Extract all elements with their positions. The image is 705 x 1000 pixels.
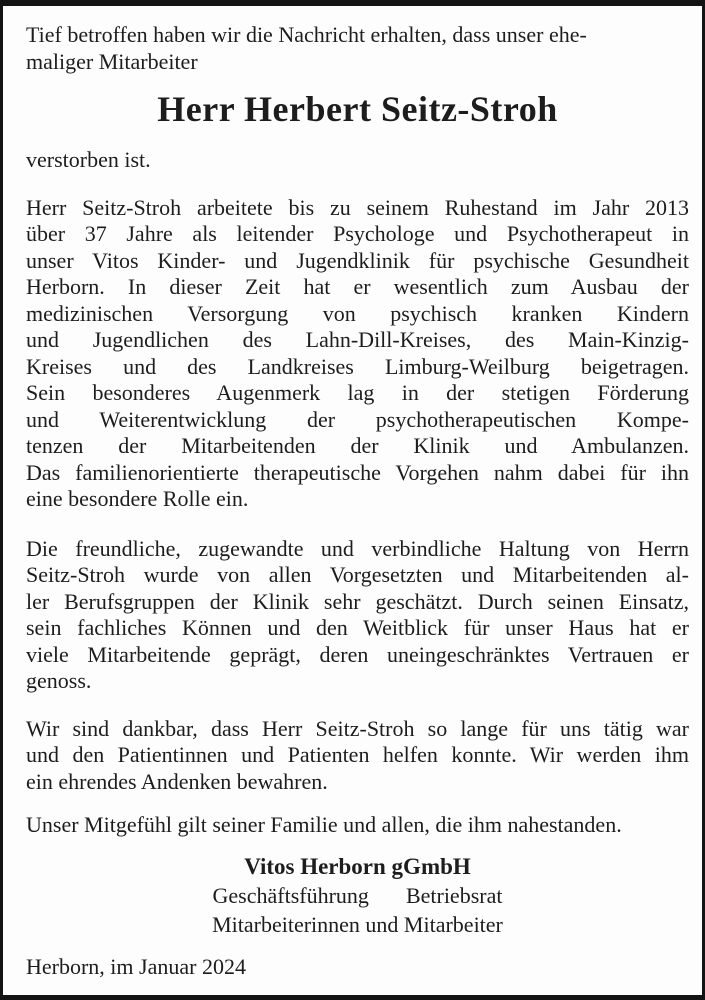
- text-line: unser Vitos Kinder- und Jugendklinik für psychische Gesundheit: [26, 247, 689, 273]
- text-line: Das familienorientierte therapeutische Vorgehen nahm dabei für ihn: [26, 459, 689, 485]
- text-line: Herborn. In dieser Zeit hat er wesentlich zum Ausbau der: [26, 274, 689, 299]
- text-line: viele Mitarbeitende geprägt, deren uneingeschränktes Vertrauen er: [26, 641, 689, 667]
- text-line: genoss.: [26, 668, 92, 693]
- text-line: ler Berufsgruppen der Klinik sehr geschätzt. Durch seinen Einsatz,: [26, 588, 689, 614]
- paragraph-esteem: [26, 536, 689, 695]
- text-line: Tief betroffen haben wir die Nachricht erhalten, dass unser ehe-: [26, 22, 587, 47]
- text-line: über 37 Jahre als leitender Psychologe und Psychotherapeut in: [26, 221, 689, 246]
- signature-group-works-council: Betriebsrat: [405, 882, 503, 908]
- text-line: eine besondere Rolle ein.: [26, 486, 249, 511]
- text-line: und Jugendlichen des Lahn-Dill-Kreises, des Main-Kinzig-: [26, 327, 689, 352]
- paragraph-thanks: [26, 716, 689, 796]
- text-line: ein ehrendes Andenken bewahren.: [26, 768, 328, 794]
- signature-company: Vitos Herborn gGmbH: [244, 853, 471, 879]
- text-line: Herr Seitz-Stroh arbeitete bis zu seinem Ruhestand im Jahr 2013: [26, 194, 689, 220]
- text-line: Die freundliche, zugewandte und verbindliche Haltung von Herrn: [26, 535, 689, 561]
- text-line: und den Patientinnen und Patienten helfen konnte. Wir werden ihm: [26, 742, 689, 767]
- text-line: tenzen der Mitarbeitenden der Klinik und Ambulanzen.: [26, 433, 689, 458]
- paragraph-career: [26, 195, 689, 513]
- signature-staff: Mitarbeiterinnen und Mitarbeiter: [212, 911, 503, 937]
- text-line: Sein besonderes Augenmerk lag in der stetigen Förderung: [26, 380, 689, 405]
- condolence-line: Unser Mitgefühl gilt seiner Familie und allen, die ihm nahestanden.: [26, 812, 622, 837]
- signature-group-management: Geschäftsführung: [212, 882, 369, 908]
- deceased-name-heading: Herr Herbert Seitz-Stroh: [157, 89, 558, 129]
- text-line: und Weiterentwicklung der psychotherapeutischen Kompe-: [26, 406, 689, 432]
- text-line: sein fachliches Können und den Weitblick für unser Haus hat er: [26, 615, 689, 640]
- signature-block: [26, 852, 689, 939]
- status-line: verstorben ist.: [26, 147, 151, 172]
- dateline: Herborn, im Januar 2024: [26, 953, 246, 979]
- text-line: medizinischen Versorgung von psychisch kranken Kindern: [26, 300, 689, 326]
- text-line: Seitz-Stroh wurde von allen Vorgesetzten und Mitarbeitenden al-: [26, 562, 689, 587]
- intro-paragraph: [26, 22, 689, 75]
- text-line: Kreises und des Landkreises Limburg-Weilburg beigetragen.: [26, 353, 689, 379]
- text-line: maliger Mitarbeiter: [26, 48, 198, 74]
- text-line: Wir sind dankbar, dass Herr Seitz-Stroh so lange für uns tätig war: [26, 715, 689, 741]
- signature-groups: [26, 881, 689, 910]
